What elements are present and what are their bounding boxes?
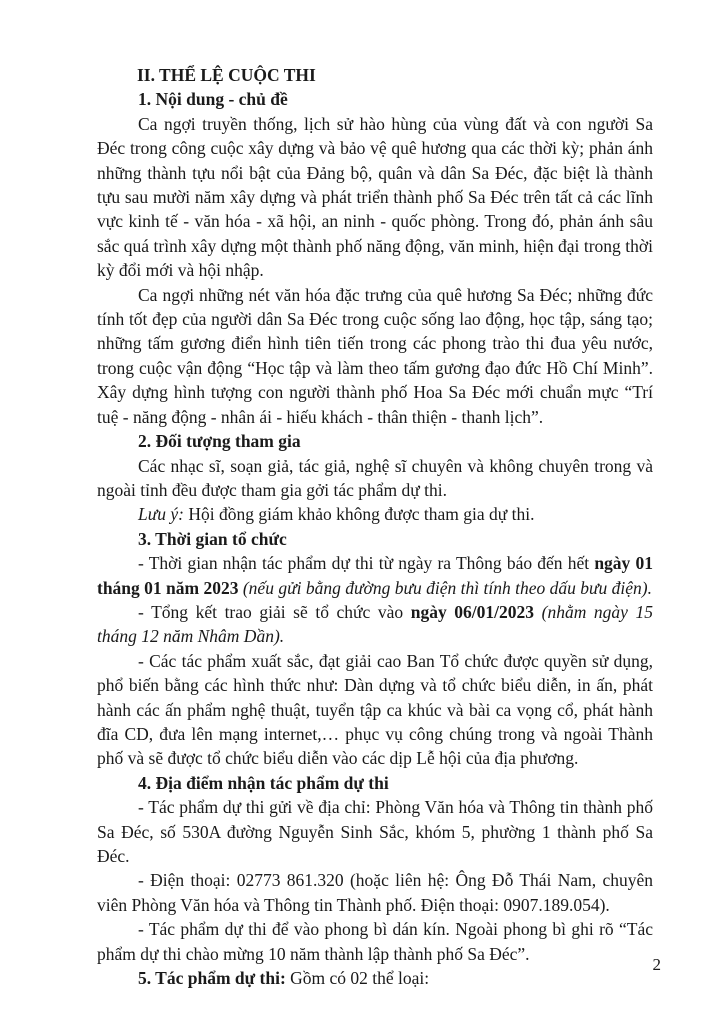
paragraph-envelope: - Tác phẩm dự thi để vào phong bì dán kín. Ngoài phong bì ghi rõ “Tác phẩm dự thi chào mừng 10 năm thành lập thành phố Sa Đéc”.: [97, 919, 653, 964]
heading-entries: [97, 966, 653, 990]
entries-text: Gồm có 02 thể loại:: [285, 968, 430, 989]
heading-schedule: 3. Thời gian tổ chức: [138, 528, 287, 549]
ceremony-note: (nhằm ngày 15 tháng 12 năm Nhâm Dần).: [97, 601, 654, 647]
deadline-text: - Thời gian nhận tác phẩm dự thi từ ngày ra Thông báo đến hết: [138, 553, 595, 574]
paragraph-address: - Tác phẩm dự thi gửi về địa chỉ: Phòng Văn hóa và Thông tin thành phố Sa Đéc, số 530A đường Nguyễn Sinh Sắc, khóm 5, phường 1 thành phố Sa Đéc.: [97, 797, 653, 866]
paragraph-award-ceremony: [97, 600, 653, 649]
paragraph-theme-1: Ca ngợi truyền thống, lịch sử hào hùng của vùng đất và con người Sa Đéc trong công cuộc xây dựng và bảo vệ quê hương qua các thời kỳ; phản ánh những thành tựu nổi bật của Đảng bộ, quân và dân Sa Đéc, đặc biệt là thành tựu sau mười năm xây dựng và phát triển thành phố Sa Đéc trên tất cả các lĩnh vực kinh tế - văn hóa - xã hội, an ninh - quốc phòng. Trong đó, phản ánh sâu sắc quá trình xây dựng một thành phố năng động, văn minh, hiện đại trong thời kỳ đổi mới và hội nhập.: [97, 113, 653, 281]
ceremony-date: ngày 06/01/2023: [410, 601, 535, 622]
note-label: Lưu ý:: [138, 504, 184, 525]
section-title: II. THỂ LỆ CUỘC THI: [137, 65, 316, 85]
paragraph-theme-2: Ca ngợi những nét văn hóa đặc trưng của quê hương Sa Đéc; những đức tính tốt đẹp của người dân Sa Đéc trong cuộc sống lao động, học tập, sáng tạo; những tấm gương điển hình tiên tiến trong các phong trào thi đua yêu nước, trong cuộc vận động “Học tập và làm theo tấm gương đạo đức Hồ Chí Minh”. Xây dựng hình tượng con người thành phố Hoa Sa Đéc mới chuẩn mực “Trí tuệ - năng động - nhân ái - hiếu khách - thân thiện - thanh lịch”.: [97, 284, 653, 427]
ceremony-text: - Tổng kết trao giải sẽ tổ chức vào: [138, 601, 411, 622]
paragraph-phone: - Điện thoại: 02773 861.320 (hoặc liên hệ: Ông Đỗ Thái Nam, chuyên viên Phòng Văn hóa và Thông tin Thành phố. Điện thoại: 0907.189.054).: [97, 870, 653, 915]
paragraph-submission-deadline: [97, 551, 653, 600]
page-number: 2: [652, 955, 661, 974]
document-body: [97, 63, 653, 990]
deadline-note: (nếu gửi bằng đường bưu điện thì tính theo dấu bưu điện).: [238, 577, 652, 598]
deadline-date: ngày 01 tháng 01 năm 2023: [97, 553, 654, 598]
heading-content-theme: 1. Nội dung - chủ đề: [138, 89, 288, 110]
paragraph-participants: Các nhạc sĩ, soạn giả, tác giả, nghệ sĩ chuyên và không chuyên trong và ngoài tỉnh đều được tham gia gởi tác phẩm dự thi.: [97, 455, 653, 500]
note-text: Hội đồng giám khảo không được tham gia dự thi.: [184, 504, 535, 525]
paragraph-usage-rights: - Các tác phẩm xuất sắc, đạt giải cao Ban Tổ chức được quyền sử dụng, phổ biến bằng các hình thức như: Dàn dựng và tổ chức biểu diễn, in ấn, phát hành các ấn phẩm nghệ thuật, tuyển tập ca khúc và bài ca vọng cổ, phát hành đĩa CD, đưa lên mạng internet,… phục vụ công chúng trong và ngoài Thành phố và sẽ được tổ chức biểu diễn vào các dịp Lễ hội của địa phương.: [97, 650, 653, 769]
note-paragraph: [97, 502, 653, 526]
heading-participants: 2. Đối tượng tham gia: [138, 431, 301, 452]
entries-label: 5. Tác phẩm dự thi:: [138, 968, 286, 989]
heading-submission-location: 4. Địa điểm nhận tác phẩm dự thi: [138, 772, 389, 793]
